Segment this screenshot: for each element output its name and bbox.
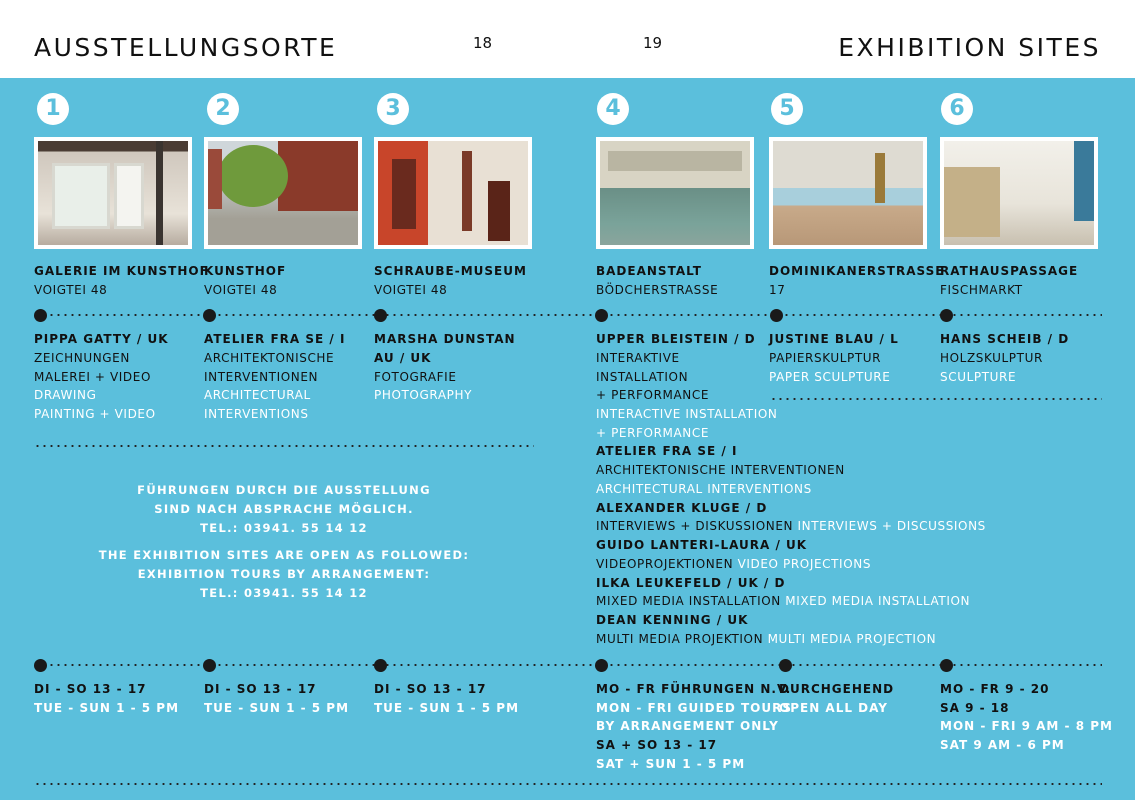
tours-line: EXHIBITION TOURS BY ARRANGEMENT: (137, 567, 431, 581)
site-name-6: RATHAUSPASSAGE (940, 264, 1079, 278)
tours-line: FÜHRUNGEN DURCH DIE AUSSTELLUNG (137, 483, 431, 497)
hours-en: BY ARRANGEMENT ONLY (596, 719, 779, 733)
artwork-en: INTERVIEWS + DISCUSSIONS (797, 519, 986, 533)
hours-de: SA 9 - 18 (940, 701, 1010, 715)
artwork-en: MIXED MEDIA INSTALLATION (785, 594, 971, 608)
mid-dotted-divider (770, 398, 1102, 400)
artwork-de: MALEREI + VIDEO (34, 370, 151, 384)
artist-name: ATELIER FRA SE / I (204, 332, 346, 346)
artwork-en: VIDEO PROJECTIONS (737, 557, 872, 571)
page-number-left: 18 (473, 34, 493, 52)
artwork-de: INTERVENTIONEN (204, 370, 319, 384)
hours-en: OPEN ALL DAY (779, 701, 888, 715)
artwork-en: ARCHITECTURAL INTERVENTIONS (596, 482, 812, 496)
hours-de: SA + SO 13 - 17 (596, 738, 718, 752)
site-name-5: DOMINIKANERSTRASSE (769, 264, 945, 278)
site-name-2: KUNSTHOF (204, 264, 287, 278)
timeline-dot (374, 659, 387, 672)
hours-de: DI - SO 13 - 17 (374, 682, 487, 696)
timeline-dot (940, 659, 953, 672)
tours-info (34, 481, 534, 603)
tours-line: TEL.: 03941. 55 14 12 (200, 521, 368, 535)
timeline-dot (374, 309, 387, 322)
site-address-3: VOIGTEI 48 (374, 283, 448, 297)
hours-en: SAT 9 AM - 6 PM (940, 738, 1065, 752)
artwork-en: PAINTING + VIDEO (34, 407, 156, 421)
hours-en: TUE - SUN 1 - 5 PM (374, 701, 520, 715)
site-photo-1 (34, 137, 192, 249)
hours-en: TUE - SUN 1 - 5 PM (34, 701, 180, 715)
artist-name: JUSTINE BLAU / L (769, 332, 899, 346)
artwork-line (596, 630, 936, 649)
artwork-en: INTERVENTIONS (204, 407, 309, 421)
hours-de: DI - SO 13 - 17 (204, 682, 317, 696)
tours-line: TEL.: 03941. 55 14 12 (200, 586, 368, 600)
artwork-de: PAPIERSKULPTUR (769, 351, 882, 365)
artwork-de: MULTI MEDIA PROJEKTION (596, 632, 764, 646)
site-number-2: 2 (207, 93, 239, 125)
artist-name: DEAN KENNING / UK (596, 613, 749, 627)
site-photo-2 (204, 137, 362, 249)
timeline-dot (770, 309, 783, 322)
site-address-5: 17 (769, 283, 786, 297)
artwork-de: MIXED MEDIA INSTALLATION (596, 594, 781, 608)
site-address-2: VOIGTEI 48 (204, 283, 278, 297)
hours-en: MON - FRI 9 AM - 8 PM (940, 719, 1113, 733)
artwork-de: ARCHITEKTONISCHE (204, 351, 335, 365)
left-title: AUSSTELLUNGSORTE (34, 33, 338, 62)
artwork-de: VIDEOPROJEKTIONEN (596, 557, 734, 571)
page-number-right: 19 (643, 34, 663, 52)
artwork-en: MULTI MEDIA PROJECTION (767, 632, 937, 646)
page-header (0, 0, 1135, 78)
artwork-en: PAPER SCULPTURE (769, 370, 891, 384)
hours-de: MO - FR 9 - 20 (940, 682, 1050, 696)
artwork-de: + PERFORMANCE (596, 388, 710, 402)
artist-name: HANS SCHEIB / D (940, 332, 1070, 346)
artwork-line (596, 517, 986, 536)
site-name-1: GALERIE IM KUNSTHOF (34, 264, 209, 278)
artwork-en: INTERACTIVE INSTALLATION (596, 407, 778, 421)
timeline-dot (203, 309, 216, 322)
tours-line: SIND NACH ABSPRACHE MÖGLICH. (154, 502, 414, 516)
site-name-3: SCHRAUBE-MUSEUM (374, 264, 527, 278)
timeline-dot (940, 309, 953, 322)
site-number-5: 5 (771, 93, 803, 125)
artwork-de: INTERAKTIVE (596, 351, 680, 365)
artwork-en: ARCHITECTURAL (204, 388, 311, 402)
artwork-de: INTERVIEWS + DISKUSSIONEN (596, 519, 794, 533)
right-title: EXHIBITION SITES (838, 33, 1101, 62)
artwork-line (596, 555, 871, 574)
artist-name: UPPER BLEISTEIN / D (596, 332, 756, 346)
mid-dotted-divider (34, 445, 534, 447)
site-photo-5 (769, 137, 927, 249)
hours-en: SAT + SUN 1 - 5 PM (596, 757, 746, 771)
site-number-1: 1 (37, 93, 69, 125)
artwork-de: FOTOGRAFIE (374, 370, 457, 384)
hours-en: TUE - SUN 1 - 5 PM (204, 701, 350, 715)
hours-de: DURCHGEHEND (779, 682, 895, 696)
artwork-en: PHOTOGRAPHY (374, 388, 473, 402)
site-address-1: VOIGTEI 48 (34, 283, 108, 297)
artwork-de: INSTALLATION (596, 370, 689, 384)
artwork-line (596, 592, 970, 611)
artwork-en: SCULPTURE (940, 370, 1017, 384)
artist-name: GUIDO LANTERI-LAURA / UK (596, 538, 808, 552)
site-number-3: 3 (377, 93, 409, 125)
site-photo-6 (940, 137, 1098, 249)
timeline-dot (34, 309, 47, 322)
site-address-4: BÖDCHERSTRASSE (596, 283, 719, 297)
hours-de: MO - FR FÜHRUNGEN N.V. (596, 682, 792, 696)
artwork-en: + PERFORMANCE (596, 426, 710, 440)
artwork-de: ZEICHNUNGEN (34, 351, 130, 365)
artwork-en: DRAWING (34, 388, 97, 402)
artist-name: ATELIER FRA SE / I (596, 444, 738, 458)
artist-name: PIPPA GATTY / UK (34, 332, 169, 346)
timeline-dot (203, 659, 216, 672)
timeline-dot (595, 309, 608, 322)
artwork-de: ARCHITEKTONISCHE INTERVENTIONEN (596, 463, 845, 477)
artwork-de: HOLZSKULPTUR (940, 351, 1043, 365)
site-number-6: 6 (941, 93, 973, 125)
artist-name: AU / UK (374, 351, 432, 365)
site-address-6: FISCHMARKT (940, 283, 1023, 297)
timeline-dot (779, 659, 792, 672)
site-photo-4 (596, 137, 754, 249)
hours-de: DI - SO 13 - 17 (34, 682, 147, 696)
artist-name: ALEXANDER KLUGE / D (596, 501, 768, 515)
site-name-4: BADEANSTALT (596, 264, 702, 278)
bottom-dotted-divider (34, 783, 1102, 785)
timeline-dot (34, 659, 47, 672)
artist-name: MARSHA DUNSTAN (374, 332, 516, 346)
hours-en: MON - FRI GUIDED TOURS (596, 701, 792, 715)
tours-line: THE EXHIBITION SITES ARE OPEN AS FOLLOWED: (98, 548, 470, 562)
site-photo-3 (374, 137, 532, 249)
artist-name: ILKA LEUKEFELD / UK / D (596, 576, 786, 590)
site-number-4: 4 (597, 93, 629, 125)
timeline-dot (595, 659, 608, 672)
